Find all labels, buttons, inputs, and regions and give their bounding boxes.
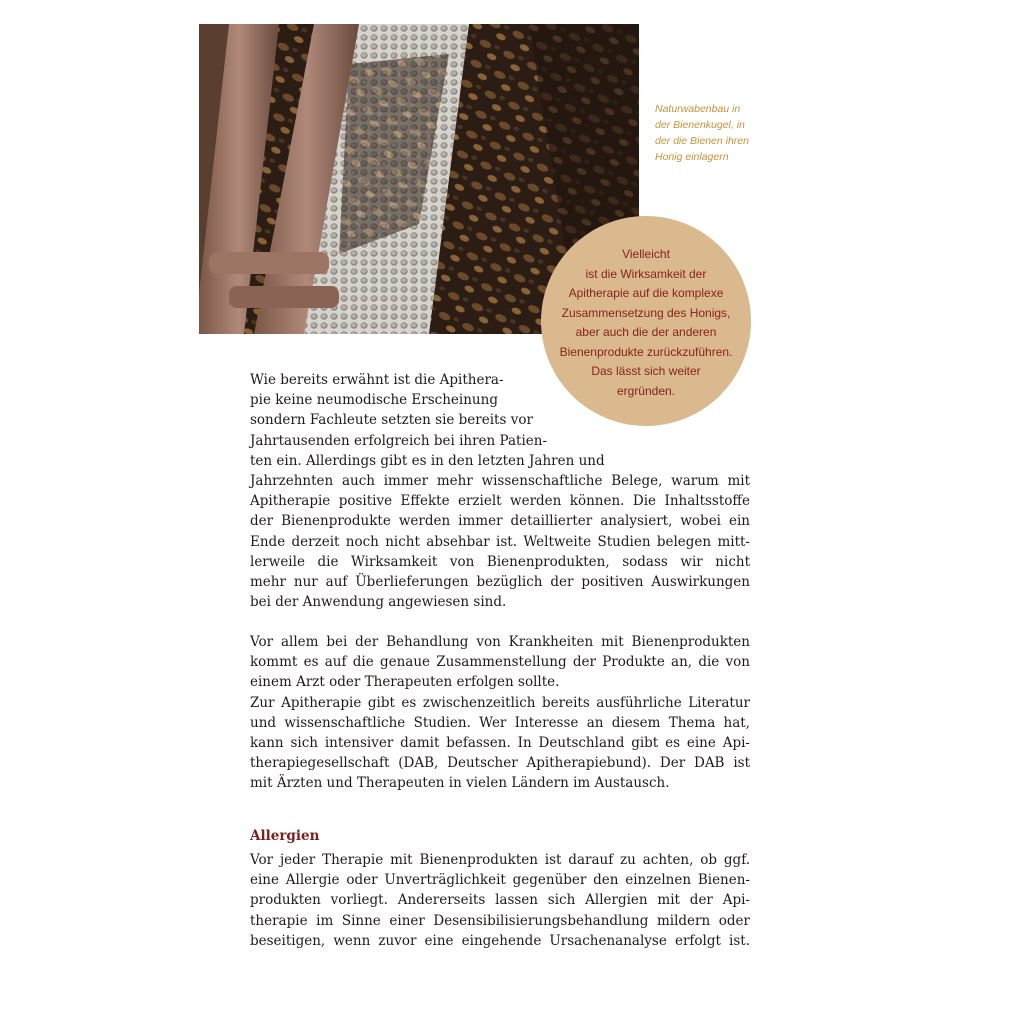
caption-line: der die Bienen ihren (655, 135, 749, 147)
paragraph-line: einem Arzt oder Therapeuten erfolgen sollte. (250, 674, 560, 691)
paragraph-allergien (250, 850, 750, 951)
paragraph-line: Jahrtausenden erfolgreich bei ihren Patien- (250, 432, 548, 449)
paragraph-intro (250, 370, 750, 612)
callout-line: ist die Wirksamkeit der (585, 266, 707, 281)
paragraph-line: mehr nur auf Überlieferungen bezüglich der positiven Auswirkungen (250, 573, 750, 590)
paragraph-line: Zur Apitherapie gibt es zwischenzeitlich bereits ausführliche Literatur (250, 694, 750, 711)
paragraph-line: eine Allergie oder Unverträglichkeit gegenüber den einzelnen Bienen- (250, 872, 750, 889)
paragraph-line: kann sich intensiver damit befassen. In Deutschland gibt es eine Api- (250, 734, 750, 751)
paragraph-line: pie keine neumodische Erscheinung (250, 392, 498, 409)
paragraph-line: produkten vorliegt. Andererseits lassen sich Allergien mit der Api- (250, 892, 750, 909)
paragraph-line: Jahrzehnten auch immer mehr wissenschaftliche Belege, warum mit (250, 472, 750, 489)
section-heading-allergien: Allergien (250, 828, 320, 844)
callout-line: Apitherapie auf die komplexe (568, 286, 724, 300)
callout-line: Zusammensetzung des Honigs, (561, 305, 731, 320)
caption-line: Naturwabenbau in (655, 103, 741, 115)
paragraph-line: sondern Fachleute setzten sie bereits vor (250, 412, 533, 429)
paragraph-line: der Bienenprodukte werden immer detaillierter analysiert, wobei ein (250, 513, 750, 530)
paragraph-line: Vor jeder Therapie mit Bienenprodukten ist darauf zu achten, ob ggf. (250, 852, 750, 868)
paragraph-line: ten ein. Allerdings gibt es in den letzten Jahren und (250, 452, 605, 469)
callout-line: aber auch die der anderen (575, 325, 717, 339)
paragraph-line: und wissenschaftliche Studien. Wer Interesse an diesem Thema hat, (250, 714, 750, 731)
callout-line: ergründen. (616, 383, 676, 398)
paragraph-line: Wie bereits erwähnt ist die Apithera- (250, 372, 504, 388)
paragraph-line: lerweile die Wirksamkeit von Bienenprodukten, sodass wir nicht (250, 553, 750, 570)
paragraph-treatment (250, 632, 750, 794)
caption-line: Honig einlagern (655, 151, 729, 163)
photo-caption (655, 101, 775, 165)
callout-line: Das lässt sich weiter (591, 364, 701, 378)
paragraph-line: Apitherapie positive Effekte erzielt werden können. Die Inhaltsstoffe (250, 493, 750, 510)
paragraph-line: beseitigen, wenn zuvor eine eingehende Ursachenanalyse erfolgt ist. (250, 932, 750, 949)
paragraph-line: Ende derzeit noch nicht absehbar ist. Weltweite Studien belegen mitt- (250, 533, 750, 550)
caption-line: der Bienenkugel, in (655, 119, 745, 131)
paragraph-line: Vor allem bei der Behandlung von Krankheiten mit Bienenprodukten (250, 634, 750, 650)
callout-line: Vielleicht (622, 247, 670, 261)
paragraph-line: therapiegesellschaft (DAB, Deutscher Apitherapiebund). Der DAB ist (250, 755, 750, 772)
paragraph-line: bei der Anwendung angewiesen sind. (250, 594, 507, 611)
callout-line: Bienenprodukte zurückzuführen. (559, 344, 733, 359)
paragraph-line: therapie im Sinne einer Desensibilisierungsbehandlung mildern oder (250, 912, 750, 929)
paragraph-line: kommt es auf die genaue Zusammenstellung der Produkte an, die von (250, 654, 750, 671)
paragraph-line: mit Ärzten und Therapeuten in vielen Ländern im Austausch. (250, 775, 670, 792)
